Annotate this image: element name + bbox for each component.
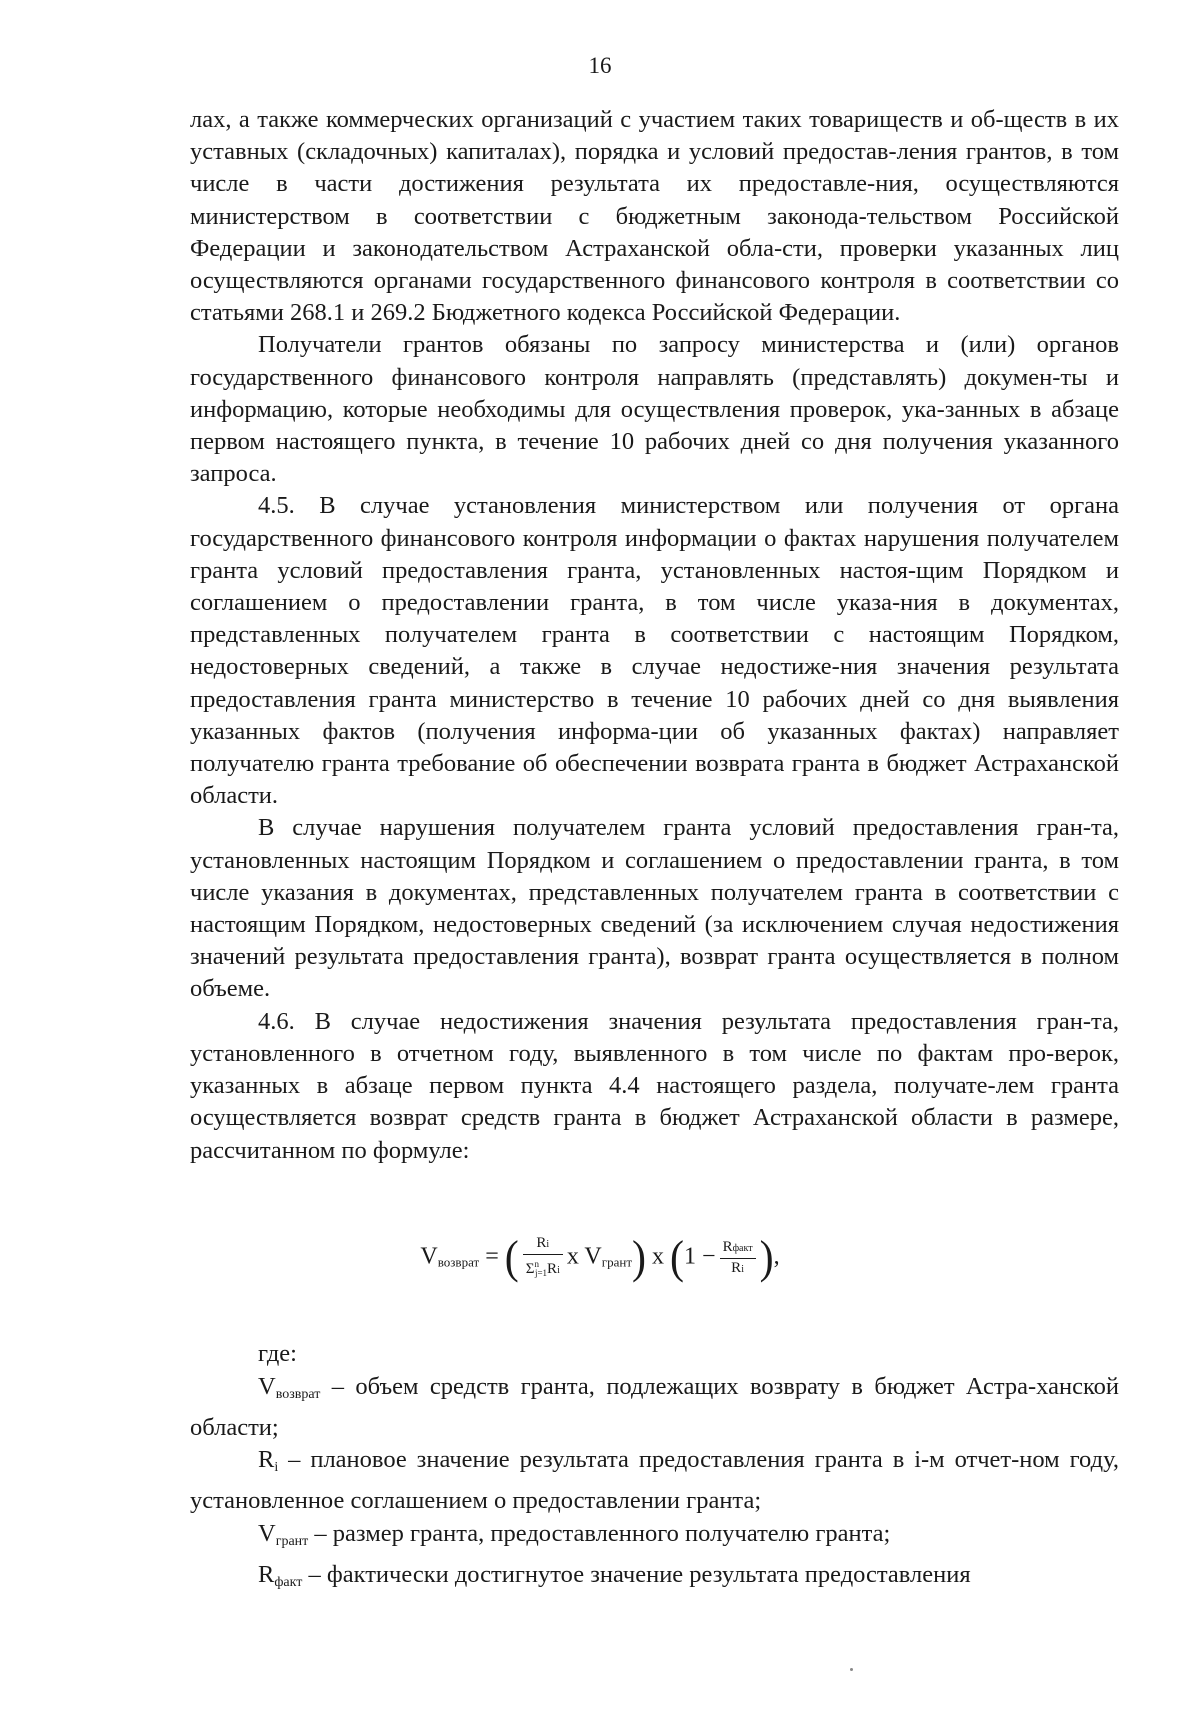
- formula-paren-open: (: [504, 1232, 519, 1284]
- definition-v-grant: [190, 1518, 1119, 1559]
- definition-symbol-sub: грант: [275, 1533, 309, 1549]
- formula-vgrant-symbol: V: [584, 1243, 602, 1270]
- formula-paren-close-2: ): [759, 1232, 774, 1284]
- definition-r-i: [190, 1444, 1119, 1518]
- formula-one-minus: 1 −: [684, 1243, 716, 1270]
- formula-times-2: x: [652, 1243, 665, 1270]
- paragraph-violation-full-return: В случае нарушения получателем гранта условий предоставления гран-та, установленных настоящим Порядком и соглашением о предоставлении гранта, в том числе указания в документах, представленных получателем гранта в соответствии с настоящим Порядком, недостоверных сведений (за исключением случая недостижения значений результата предоставления гранта), возврат гранта осуществляется в полном объеме.: [190, 814, 1119, 1003]
- paragraph-recipients-obligations: Получатели грантов обязаны по запросу министерства и (или) органов государственного финансового контроля направлять (представлять) докумен-ты и информацию, которые необходимы для осуществления проверок, ука-занных в абзаце первом настоящего пункта, в течение 10 рабочих дней со дня получения указанного запроса.: [190, 331, 1119, 488]
- definition-symbol: R: [258, 1446, 275, 1474]
- paragraph-4-6: 4.6. В случае недостижения значения результата предоставления гран-та, установленного в отчетном году, выявленного в том числе по фактам про-верок, указанных в абзаце первом пункта 4.4 настоящего раздела, получате-лем гранта осуществляется возврат средств гранта в бюджет Астраханской области в размере, рассчитанном по формуле:: [190, 1007, 1119, 1164]
- definition-text: – размер гранта, предоставленного получателю гранта;: [308, 1519, 891, 1547]
- body-text: [190, 104, 1119, 1167]
- definition-text: – плановое значение результата предоставления гранта в i-м отчет-ном году, установленное соглашением о предоставлении гранта;: [190, 1446, 1119, 1515]
- definition-symbol: R: [258, 1560, 275, 1588]
- where-label: где:: [258, 1340, 297, 1367]
- fraction-ratio-numerator: Rфакт: [720, 1238, 756, 1259]
- formula-times-1: x: [566, 1243, 579, 1270]
- fraction-share-numerator: Ri: [523, 1234, 563, 1255]
- paragraph-continuation: лах, а также коммерческих организаций с участием таких товариществ и об-ществ в их уставных (складочных) капиталах), порядка и условий предостав-ления грантов, в том числе в части достижения результата их предоставле-ния, осуществляются министерством в соответствии с бюджетным законода-тельством Российской Федерации и законодательством Астраханской обла-сти, проверки указанных лиц осуществляются органами государственного финансового контроля в соответствии со статьями 268.1 и 269.2 Бюджетного кодекса Российской Федерации.: [190, 106, 1119, 327]
- formula-fraction-share: [523, 1234, 563, 1282]
- definition-text: – фактически достигнутое значение результата предоставления: [302, 1560, 971, 1588]
- definition-symbol: V: [258, 1372, 276, 1400]
- paragraph-4-5: 4.5. В случае установления министерством или получения от органа государственного финансового контроля информации о фактах нарушения получателем гранта условий предоставления гранта, установленных настоя-щим Порядком и соглашением о предоставлении гранта, в том числе указа-ния в документах, представленных получателем гранта в соответствии с настоящим Порядком, недостоверных сведений, а также в случае недостиже-ния значения результата предоставления гранта министерство в течение 10 рабочих дней со дня выявления указанных фактов (получения информа-ции об указанных фактах) направляет получателю гранта требование об обеспечении возврата гранта в бюджет Астраханской области.: [190, 492, 1119, 810]
- formula-lhs-symbol: V: [420, 1243, 438, 1270]
- definition-symbol-sub: i: [274, 1460, 279, 1476]
- definition-symbol-sub: возврат: [275, 1386, 321, 1402]
- formula-legend: [190, 1338, 1119, 1600]
- formula-equals: =: [485, 1243, 499, 1270]
- definition-symbol: V: [258, 1519, 276, 1547]
- definition-symbol-sub: факт: [274, 1574, 303, 1590]
- formula-vgrant-sub: грант: [601, 1254, 633, 1270]
- fraction-ratio-denominator: Ri: [731, 1259, 744, 1276]
- formula-paren-open-2: (: [670, 1232, 685, 1284]
- formula-fraction-ratio: [720, 1238, 756, 1279]
- fraction-share-denominator: $\Sigma^n_{j=1}Ri$: [525, 1259, 560, 1278]
- formula-paren-close: ): [632, 1232, 647, 1284]
- definition-text: – объем средств гранта, подлежащих возврату в бюджет Астра-ханской области;: [190, 1372, 1119, 1441]
- definition-r-fakt: [190, 1559, 1119, 1600]
- return-formula: [0, 1234, 1200, 1283]
- formula-lhs-sub: возврат: [437, 1254, 480, 1270]
- definition-v-vozvrat: [190, 1371, 1119, 1445]
- page-number: 16: [588, 53, 612, 78]
- scan-speck: [850, 1668, 853, 1671]
- formula-trailing: ,: [773, 1243, 780, 1270]
